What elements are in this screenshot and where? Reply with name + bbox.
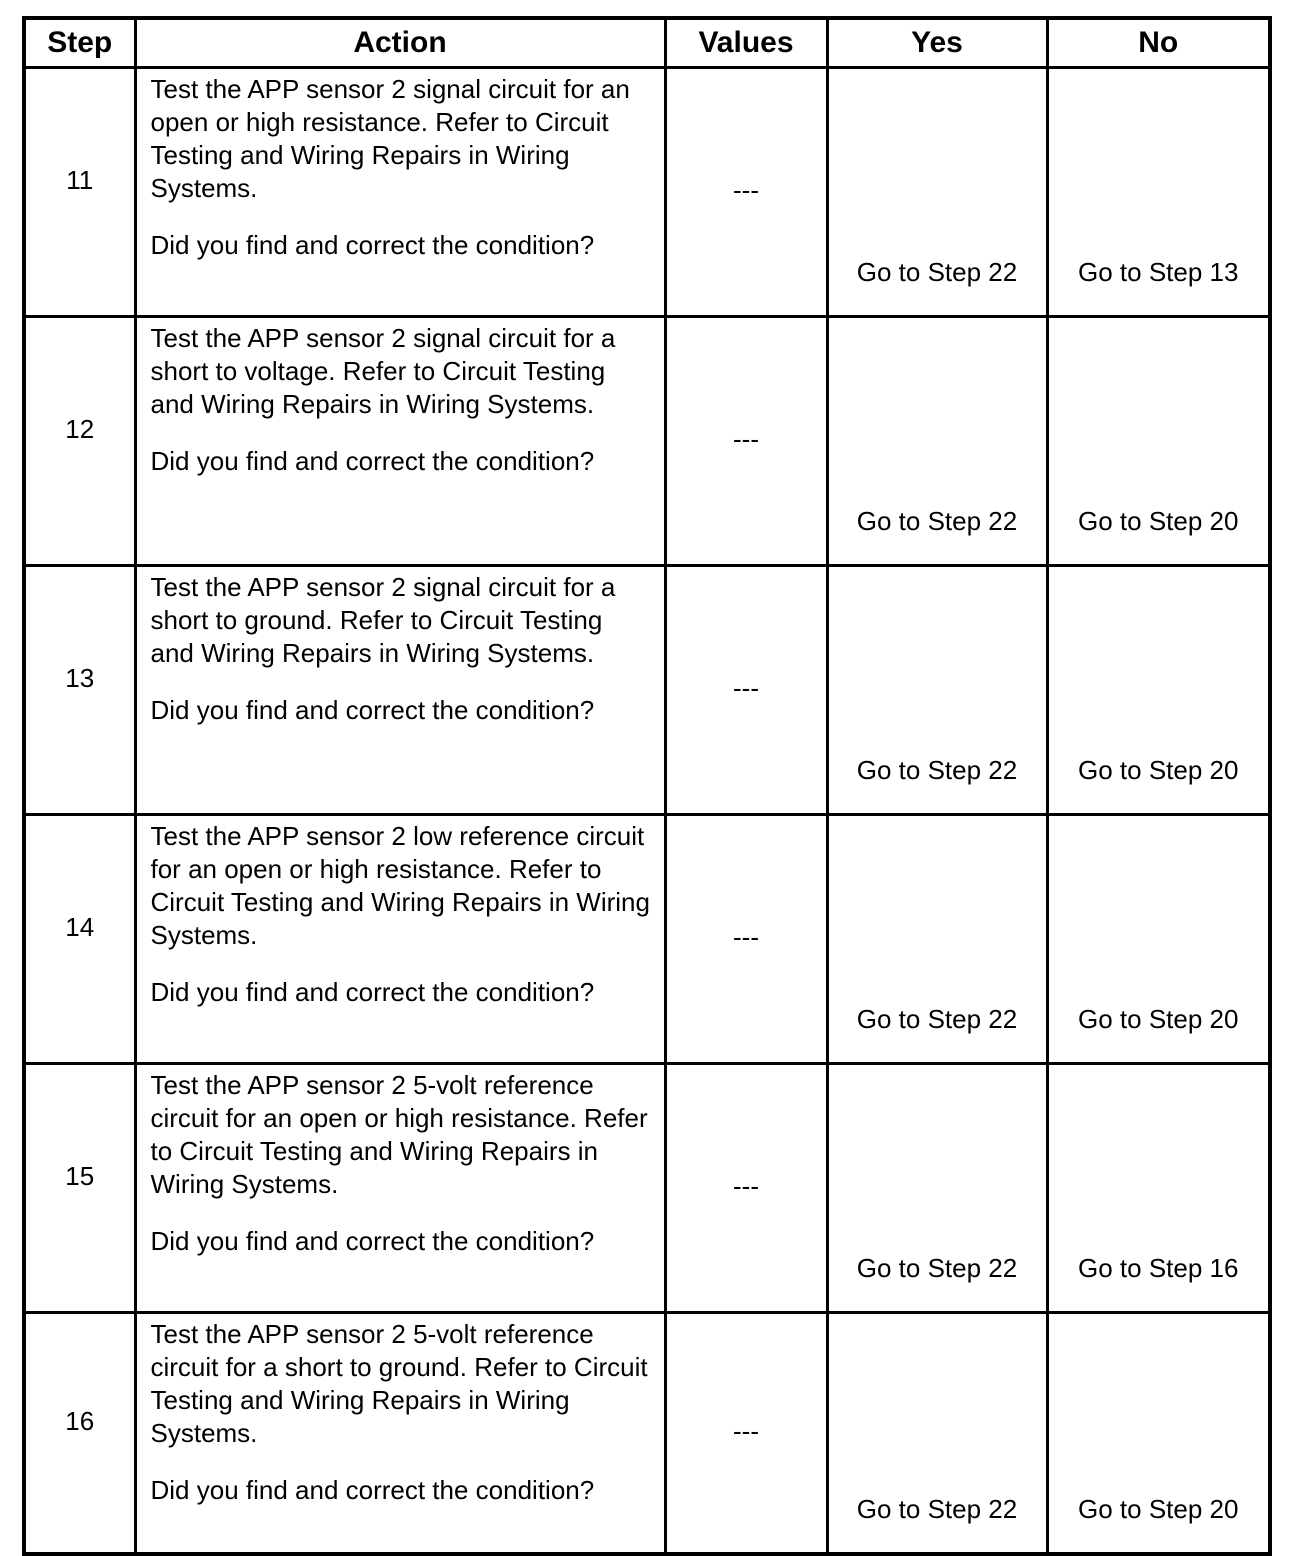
no-cell: Go to Step 20 (1047, 317, 1270, 566)
action-question: Did you find and correct the condition? (150, 446, 595, 476)
action-question: Did you find and correct the condition? (150, 1226, 595, 1256)
yes-cell: Go to Step 22 (827, 317, 1047, 566)
action-question: Did you find and correct the condition? (150, 695, 595, 725)
action-question: Did you find and correct the condition? (150, 1475, 595, 1505)
step-cell (24, 1064, 135, 1313)
values-cell (665, 815, 827, 1064)
header-action: Action (135, 18, 665, 68)
header-no: No (1047, 18, 1270, 68)
values-text: --- (733, 672, 759, 703)
values-text: --- (733, 921, 759, 952)
values-cell (665, 68, 827, 317)
values-text: --- (733, 1415, 759, 1446)
action-question: Did you find and correct the condition? (150, 977, 595, 1007)
action-cell (135, 566, 665, 815)
step-cell (24, 68, 135, 317)
step-cell (24, 317, 135, 566)
no-cell: Go to Step 20 (1047, 1313, 1270, 1555)
step-number: 11 (66, 164, 94, 195)
action-cell (135, 68, 665, 317)
step-number: 15 (65, 1160, 95, 1191)
no-cell: Go to Step 20 (1047, 566, 1270, 815)
action-cell (135, 317, 665, 566)
no-cell: Go to Step 16 (1047, 1064, 1270, 1313)
step-cell (24, 566, 135, 815)
table-row (24, 1064, 1270, 1313)
action-question: Did you find and correct the condition? (150, 230, 595, 260)
table-row (24, 68, 1270, 317)
no-cell: Go to Step 13 (1047, 68, 1270, 317)
values-cell (665, 566, 827, 815)
values-text: --- (733, 174, 759, 205)
step-number: 13 (65, 662, 95, 693)
step-cell (24, 1313, 135, 1555)
header-yes: Yes (827, 18, 1047, 68)
yes-cell: Go to Step 22 (827, 1313, 1047, 1555)
values-text: --- (733, 1170, 759, 1201)
action-cell (135, 815, 665, 1064)
step-number: 12 (65, 413, 95, 444)
header-step: Step (24, 18, 135, 68)
action-text: Test the APP sensor 2 5-volt reference circuit for a short to ground. Refer to Circuit Testing and Wiring Repairs in Wiring Systems. (150, 1319, 648, 1448)
no-cell: Go to Step 20 (1047, 815, 1270, 1064)
action-text: Test the APP sensor 2 5-volt reference circuit for an open or high resistance. Refer to Circuit Testing and Wiring Repairs in Wiring Systems. (150, 1070, 648, 1199)
header-values: Values (665, 18, 827, 68)
values-cell (665, 1313, 827, 1555)
step-number: 14 (65, 911, 95, 942)
table-row (24, 566, 1270, 815)
action-text: Test the APP sensor 2 low reference circuit for an open or high resistance. Refer to Circuit Testing and Wiring Repairs in Wiring Systems. (150, 821, 650, 950)
yes-cell: Go to Step 22 (827, 815, 1047, 1064)
action-cell (135, 1313, 665, 1555)
yes-cell: Go to Step 22 (827, 1064, 1047, 1313)
yes-cell: Go to Step 22 (827, 68, 1047, 317)
values-cell (665, 317, 827, 566)
action-text: Test the APP sensor 2 signal circuit for a short to voltage. Refer to Circuit Testing and Wiring Repairs in Wiring Systems. (150, 323, 616, 419)
action-text: Test the APP sensor 2 signal circuit for an open or high resistance. Refer to Circuit Testing and Wiring Repairs in Wiring Systems. (150, 74, 630, 203)
table-row (24, 1313, 1270, 1555)
table-row (24, 317, 1270, 566)
values-text: --- (733, 423, 759, 454)
step-cell (24, 815, 135, 1064)
diagnostic-table (22, 16, 1272, 1556)
action-text: Test the APP sensor 2 signal circuit for a short to ground. Refer to Circuit Testing and Wiring Repairs in Wiring Systems. (150, 572, 616, 668)
step-number: 16 (65, 1405, 95, 1436)
table-row (24, 815, 1270, 1064)
values-cell (665, 1064, 827, 1313)
action-cell (135, 1064, 665, 1313)
header-row (24, 18, 1270, 68)
yes-cell: Go to Step 22 (827, 566, 1047, 815)
